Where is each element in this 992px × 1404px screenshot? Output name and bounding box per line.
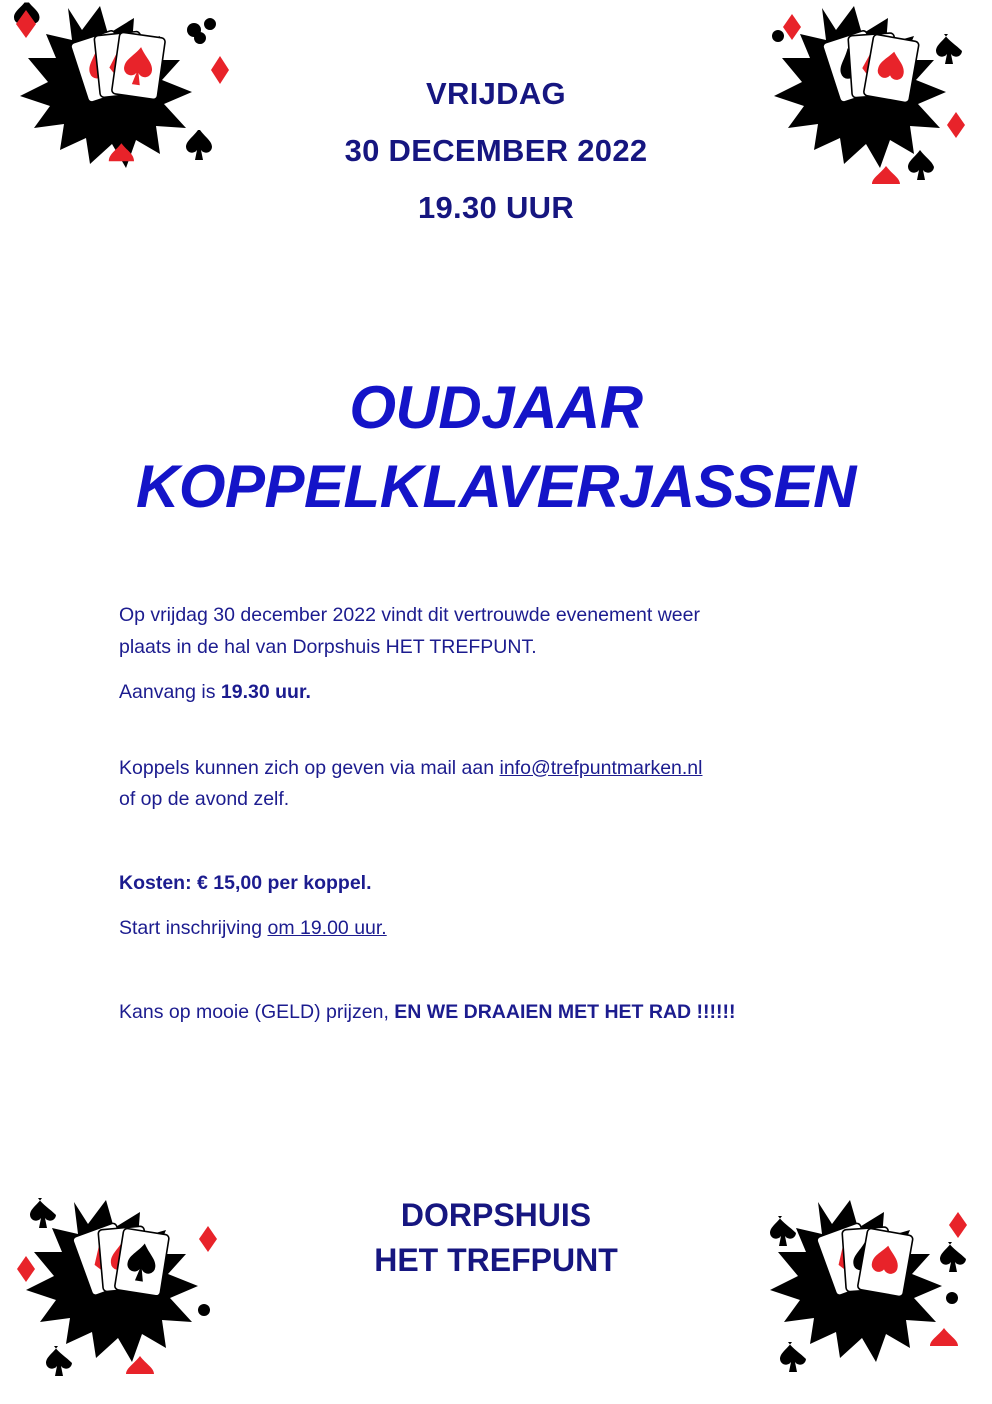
start-time-paragraph: [119, 677, 879, 709]
prizes-label: Kans op mooie (GELD) prijzen,: [119, 1001, 395, 1024]
start-time-label: Aanvang is: [119, 681, 221, 704]
intro-paragraph-line-1: Op vrijdag 30 december 2022 vindt dit vertrouwde evenement weer: [119, 604, 700, 626]
spacer: [119, 816, 879, 868]
body-content: [119, 600, 879, 1029]
spacer: [119, 663, 879, 677]
start-time-value: 19.30 uur.: [220, 681, 311, 704]
spacer: [119, 899, 879, 913]
registration-paragraph: [119, 913, 879, 945]
registration-time: om 19.00 uur.: [267, 917, 387, 940]
prizes-highlight: EN WE DRAAIEN MET HET RAD !!!!!!: [394, 1001, 736, 1024]
signup-paragraph: [119, 753, 879, 785]
card-burst-decoration-bottom-right: [752, 1190, 982, 1380]
signup-label: Koppels kunnen zich op geven via mail aan: [119, 756, 500, 779]
title-line-2: KOPPELKLAVERJASSEN: [135, 453, 857, 521]
card-burst-decoration-bottom-left: [12, 1190, 242, 1380]
spacer: [119, 945, 879, 997]
header-line-date: 30 DECEMBER 2022: [344, 133, 648, 168]
registration-label: Start inschrijving: [119, 917, 268, 940]
intro-paragraph-line-2: plaats in de hal van Dorpshuis HET TREFPUNT.: [119, 635, 537, 658]
header-line-weekday: VRIJDAG: [426, 76, 566, 111]
venue-line-1: DORPSHUIS: [400, 1197, 592, 1233]
venue-line-2: HET TREFPUNT: [374, 1242, 618, 1279]
spacer: [119, 709, 879, 753]
signup-email-link[interactable]: info@trefpuntmarken.nl: [499, 756, 703, 779]
prizes-paragraph: [119, 997, 879, 1029]
header-line-time: 19.30 UUR: [417, 190, 575, 225]
costs-paragraph: Kosten: € 15,00 per koppel.: [119, 871, 372, 894]
signup-paragraph-line-2: of op de avond zelf.: [119, 788, 290, 811]
event-header: [0, 78, 992, 223]
page-title: [0, 368, 992, 526]
title-line-1: OUDJAAR: [349, 374, 643, 441]
